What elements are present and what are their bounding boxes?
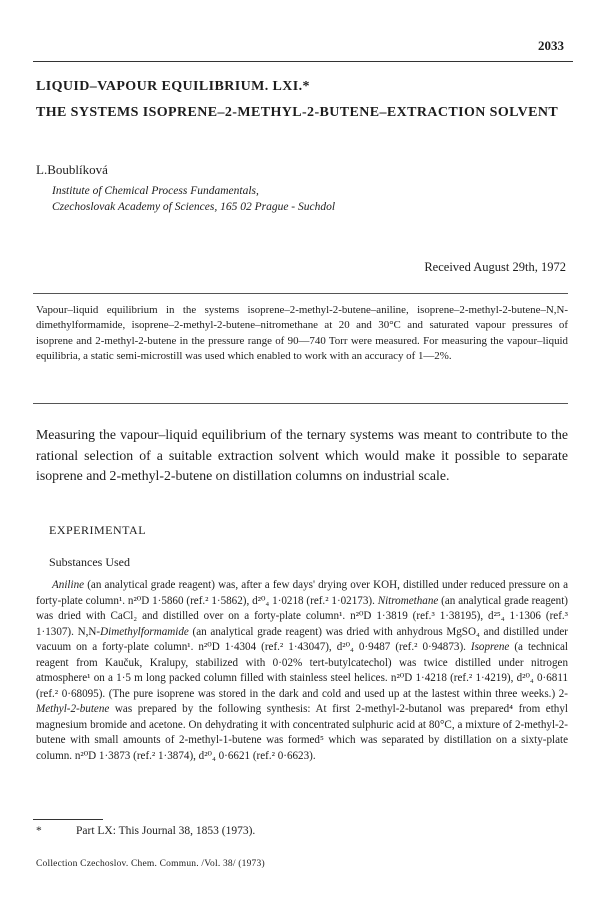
substance-description: (an analytical grade reagent) was dried with CaCl₂ and distilled over on a forty-plate column¹. n²⁰D 1·3819 (ref.³ 1·38195), d²⁵₄ 1·1306 (ref.³ 1·1307). N,N- bbox=[36, 594, 568, 638]
affiliation-line-2: Czechoslovak Academy of Sciences, 165 02 Prague - Suchdol bbox=[52, 201, 336, 213]
substances-paragraph bbox=[36, 578, 568, 764]
substance-name: Methyl-2-butene bbox=[36, 703, 110, 715]
affiliation-line-1: Institute of Chemical Process Fundamentals, bbox=[52, 185, 259, 197]
section-heading: EXPERIMENTAL bbox=[49, 523, 147, 537]
abstract-top-rule bbox=[33, 293, 568, 294]
subsection-heading: Substances Used bbox=[49, 555, 130, 569]
received-date: Received August 29th, 1972 bbox=[424, 260, 566, 274]
substance-description: (a technical reagent from Kaučuk, Kralupy, stabilized with 0·02% tert-butylcatechol) was twice distilled under nitrogen atmosphere¹ on a 1·5 m long packed column filled with stainless steel helices. n²⁰D 1·4218 (ref.² 1·4219), d²⁰₄ 0·6811 (ref.² 0·68095). (The pure isoprene was stored in the dark and cold and used up at the lastest within three weeks.) 2- bbox=[36, 641, 569, 700]
footnote-text: Part LX: This Journal 38, 1853 (1973). bbox=[76, 825, 256, 837]
substance-name: Dimethylformamide bbox=[100, 625, 189, 638]
substance-name: Nitromethane bbox=[377, 594, 439, 607]
footnote-mark: * bbox=[36, 825, 42, 837]
footnote-rule bbox=[33, 819, 103, 820]
paper-title-line-1: LIQUID–VAPOUR EQUILIBRIUM. LXI.* bbox=[36, 79, 310, 94]
substances-text bbox=[36, 578, 568, 764]
paper-title-line-2: THE SYSTEMS ISOPRENE–2-METHYL-2-BUTENE–EXTRACTION SOLVENT bbox=[36, 105, 559, 120]
abstract-bottom-rule bbox=[33, 403, 568, 404]
header-rule bbox=[33, 61, 573, 62]
footnote bbox=[36, 825, 255, 837]
substance-description: (an analytical grade reagent) was dried with anhydrous MgSO₄ and distilled under vacuum on a forty-plate column¹. n²⁰D 1·4304 (ref.² 1·43047), d²⁰₄ 0·9487 (ref.² 0·94873). bbox=[36, 625, 568, 653]
substance-description: (an analytical grade reagent) was, after a few days' drying over KOH, distilled under reduced pressure on a forty-plate column¹. n²⁰D 1·5860 (ref.² 1·5862), d²⁰₄ 1·0218 (ref.² 1·02173). bbox=[36, 579, 568, 607]
substance-description: was prepared by the following synthesis: At first 2-methyl-2-butanol was prepared⁴ from ethyl magnesium bromide and acetone. On dehydrating it with concentrated sulphuric acid at 80°C, a mixture of 2-methyl-2-butene with small amounts of 2-methyl-1-butene was formed⁵ which was separated by distillation on a sixty-plate column. n²⁰D 1·3873 (ref.² 1·3874), d²⁰₄ 0·6621 (ref.² 0·6623). bbox=[36, 703, 568, 762]
author-name: L.Boublíková bbox=[36, 162, 108, 177]
journal-citation: Collection Czechoslov. Chem. Commun. /Vol. 38/ (1973) bbox=[36, 859, 265, 869]
substance-name: Isoprene bbox=[470, 641, 510, 653]
page-number: 2033 bbox=[538, 38, 564, 53]
introduction-paragraph: Measuring the vapour–liquid equilibrium of the ternary systems was meant to contribute to the rational selection of a suitable extraction solvent which would make it possible to separate isoprene and 2-methyl-2-butene on distillation columns on industrial scale. bbox=[36, 427, 568, 483]
abstract: Vapour–liquid equilibrium in the systems isoprene–2-methyl-2-butene–aniline, isoprene–2-methyl-2-butene–N,N-dimethylformamide, isoprene–2-methyl-2-butene–nitromethane at 20 and 30°C and saturated vapour pressures of isoprene and 2-methyl-2-butene in the pressure range of 90—740 Torr were measured. For measuring the vapour–liquid equilibria, a static semi-microstill was used which enabled to work with an accuracy of 1—2%. bbox=[36, 304, 568, 363]
substance-name: Aniline bbox=[52, 579, 85, 591]
